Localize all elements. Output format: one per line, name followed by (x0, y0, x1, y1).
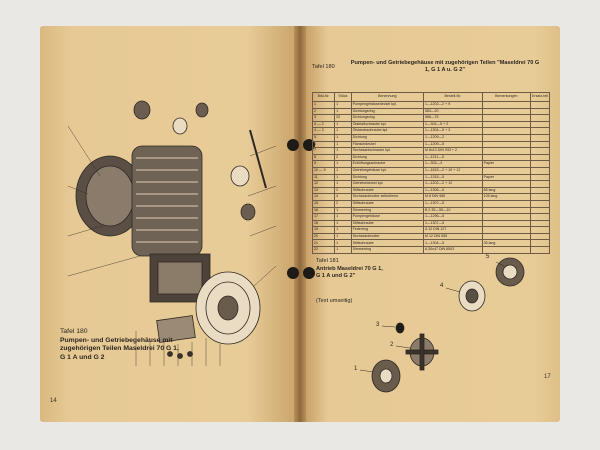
table-cell: Simmerring (351, 247, 423, 254)
table-cell: Sechskantmutter selbstherm. (351, 194, 423, 201)
table-cell: 12 (313, 181, 335, 188)
table-cell: 1—1304—5 (423, 240, 482, 247)
table-cell: 1—1306—5 (423, 187, 482, 194)
table-cell: 1 (335, 220, 351, 227)
table-cell: 15 (313, 200, 335, 207)
table-cell: 13 (313, 187, 335, 194)
table-cell: 4 (335, 194, 351, 201)
table-cell: 35 lang (482, 240, 530, 247)
table-cell: 1—304—5 + 2 (423, 121, 482, 128)
table-cell: 1 (335, 102, 351, 109)
table-cell: 9 (313, 161, 335, 168)
table-cell: 1—1209—5 (423, 141, 482, 148)
table-cell: Stiftschraube (351, 220, 423, 227)
table-cell: 14 (313, 194, 335, 201)
right-page-title: Pumpen- und Getriebegehäuse mit zugehörigen Teilen "Maseldrei 70 G 1, G 1 A u. G 2" (350, 60, 540, 74)
table-cell: 1 (335, 233, 351, 240)
table-cell: 11 (313, 174, 335, 181)
part-label-2: 2 (390, 342, 394, 348)
table-cell: Dichtung (351, 154, 423, 161)
table-cell: Dichtung (351, 134, 423, 141)
table-cell: 1—1202—2 + 12 (423, 181, 482, 188)
table-cell: 1 (335, 148, 351, 155)
table-cell: 20 (313, 233, 335, 240)
table-header-cell: Ersatz-teil (530, 93, 549, 102)
table-cell: 1 (335, 174, 351, 181)
table-cell: 18 (313, 220, 335, 227)
table-cell: 16 (313, 207, 335, 214)
table-cell: M 8x10 DIN 933 + 2 (423, 148, 482, 155)
table-cell: 1 (335, 227, 351, 234)
table-cell: 22 (313, 247, 335, 254)
table-cell: 4 — 2 (313, 121, 335, 128)
table-cell: Flanschdeckel (351, 141, 423, 148)
table-cell: 6 (313, 141, 335, 148)
table-cell: M 8 DIN 985 (423, 194, 482, 201)
table-cell: 1—303—3 (423, 161, 482, 168)
table-cell: 19 (313, 227, 335, 234)
table-cell: 1 (335, 134, 351, 141)
table-header-cell: Bild-Nr. (313, 93, 335, 102)
table-cell: 4 — 3 (313, 128, 335, 135)
left-page-number: 14 (50, 398, 57, 404)
table-cell: B 2 35—55—10 (423, 207, 482, 214)
table-cell: 109 lang (482, 194, 530, 201)
table-cell: Ölstandsschraube kpl. (351, 128, 423, 135)
open-manual (40, 26, 560, 434)
part-label-1: 1 (354, 366, 358, 372)
table-cell: Getriebedeckel kpl. (351, 181, 423, 188)
part-label-4: 4 (440, 283, 444, 289)
table-cell: 1 (313, 102, 335, 109)
table-cell: 2 (313, 108, 335, 115)
table-cell: 1—1307—5 (423, 220, 482, 227)
part-label-5: 5 (486, 254, 490, 260)
table-cell: 7 (313, 148, 335, 155)
table-cell: 1—1209—2 (423, 134, 482, 141)
table-cell: Papier (482, 161, 530, 168)
table-cell: A 30x47 DIN 6503 (423, 247, 482, 254)
table-cell: Stiftschraube (351, 200, 423, 207)
table-cell: Dichtungsring (351, 115, 423, 122)
table-cell: Entlüftungsschraube (351, 161, 423, 168)
table-cell: Ölablaßschraube kpl. (351, 121, 423, 128)
table-cell: 586—75 (423, 115, 482, 122)
table-cell: Sechskantschraube kpl. (351, 148, 423, 155)
table-cell: 1—1202—2 + 9 (423, 102, 482, 109)
table-cell: Dichtung (351, 174, 423, 181)
table-cell: 85 lang (482, 187, 530, 194)
table-cell: Federring (351, 227, 423, 234)
table-cell: A 12 DIN 127 (423, 227, 482, 234)
table-header-cell: Benennung (351, 93, 423, 102)
table-cell: M 12 DIN 555 (423, 233, 482, 240)
table-cell: 1 (335, 247, 351, 254)
table-cell: Stiftschraube (351, 240, 423, 247)
table-cell: Papier (482, 174, 530, 181)
table-cell: 2 (335, 187, 351, 194)
table-cell: 17 (313, 214, 335, 221)
table-cell: Pumpengehäuse (351, 214, 423, 221)
table-cell: 1 (335, 181, 351, 188)
table-header-cell: Stück (335, 93, 351, 102)
left-caption-text: Pumpen- und Getriebegehäuse mit zugehörigen Teilen Maseldrei 70 G 1, G 1 A und G 2 (60, 337, 179, 361)
table-cell: Sechskantmutter (351, 233, 423, 240)
table-cell: 1 (335, 207, 351, 214)
table-header-cell: Bemerkungen (482, 93, 530, 102)
table-cell: 3 (313, 115, 335, 122)
tafel-181-title: Antrieb Maseldrei 70 G 1, G 1 A und G 2" (316, 266, 383, 280)
table-cell: 1 (335, 108, 351, 115)
table-cell: Pumpengehäusedeckel kpl. (351, 102, 423, 109)
right-tafel-label: Tafel 180 (312, 64, 335, 70)
table-cell: 1 (335, 167, 351, 174)
table-cell: 1—1315—5 (423, 174, 482, 181)
table-cell: 1 (335, 240, 351, 247)
table-cell: Simmerring (351, 207, 423, 214)
table-cell: 21 (313, 240, 335, 247)
table-cell: 20 (335, 115, 351, 122)
tafel-181-note: (Text umseitig) (316, 298, 353, 304)
tafel-181-label: Tafel 181 (316, 258, 339, 264)
table-cell: 583—20 (423, 108, 482, 115)
table-cell: 1—1615—2 + 19 + 12 (423, 167, 482, 174)
part-label-3: 3 (376, 322, 380, 328)
table-cell: 1—1211—5 (423, 154, 482, 161)
table-cell: 1—1296—5 (423, 214, 482, 221)
table-cell: 1—1307—5 (423, 200, 482, 207)
table-cell: 1 (335, 121, 351, 128)
table-cell: Dichtungsring (351, 108, 423, 115)
table-cell: Stiftschraube (351, 187, 423, 194)
table-cell: 10 — 9 (313, 167, 335, 174)
table-cell: 2 (335, 154, 351, 161)
table-cell: 1—1304—5 + 3 (423, 128, 482, 135)
table-cell: 8 (313, 154, 335, 161)
table-cell: 1 (335, 141, 351, 148)
table-header-cell: Bestell-Nr. (423, 93, 482, 102)
right-page-number: 17 (544, 374, 551, 380)
table-cell: Getriebegehäuse kpl. (351, 167, 423, 174)
drive-parts-drawing (40, 26, 560, 422)
table-cell: 2 (335, 200, 351, 207)
table-cell: 1 (335, 128, 351, 135)
table-cell: 1 (335, 161, 351, 168)
table-cell: 1 (335, 214, 351, 221)
table-cell: 5 (313, 134, 335, 141)
left-caption-label: Tafel 180 (60, 328, 88, 335)
